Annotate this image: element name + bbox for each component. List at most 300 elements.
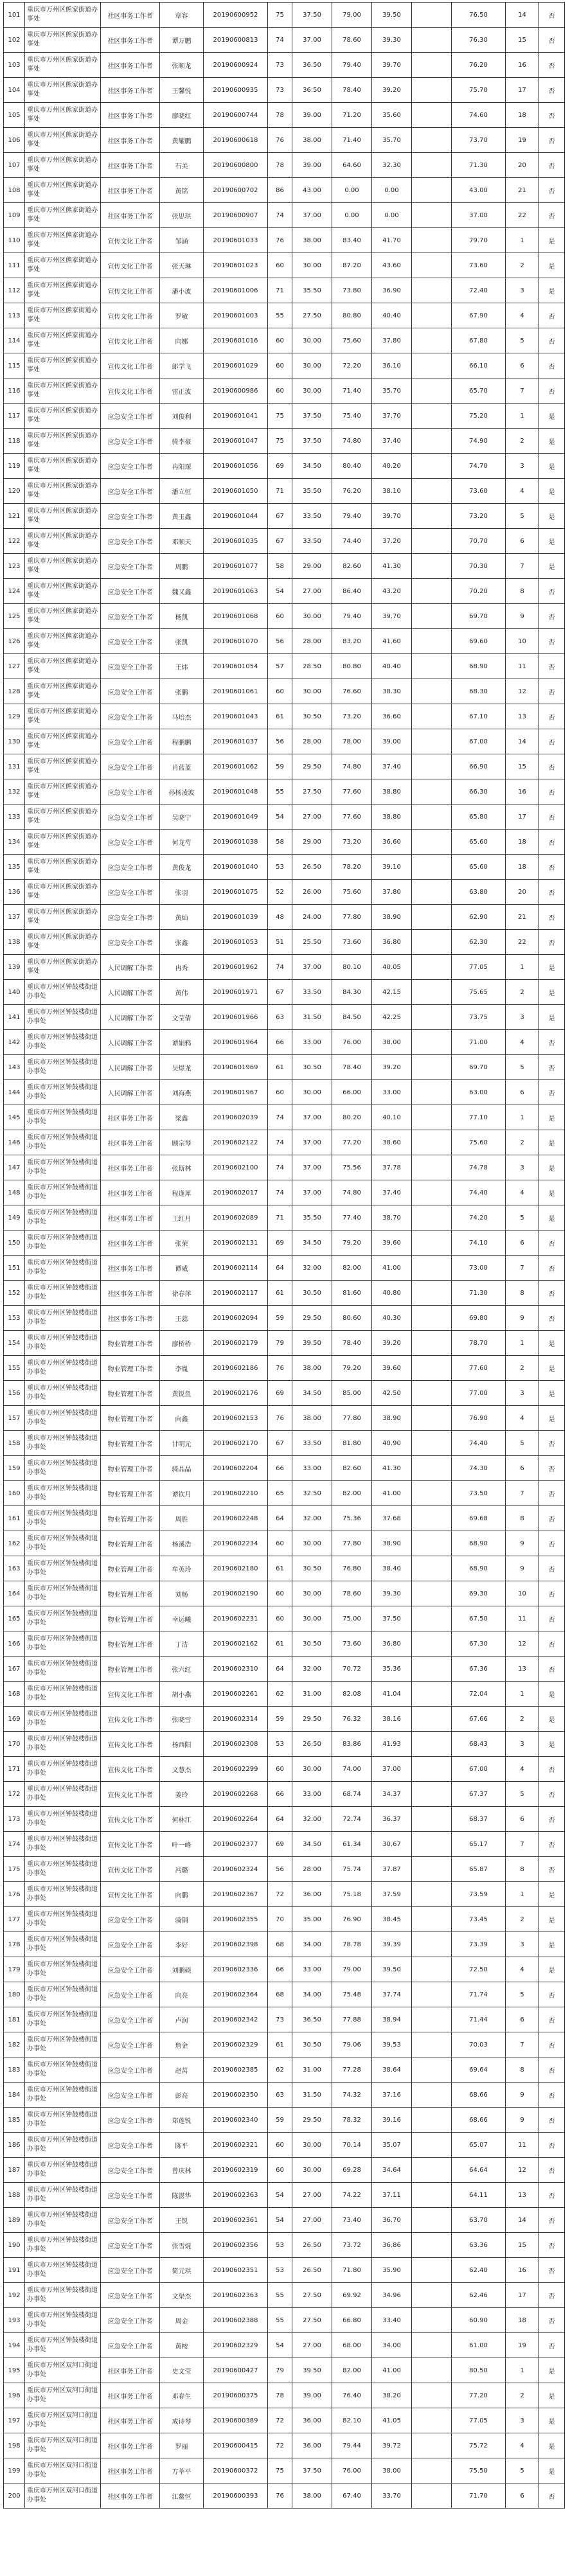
cell-exam: 20190601971	[204, 980, 268, 1005]
cell-blank	[412, 729, 452, 754]
cell-check: 否	[539, 754, 565, 779]
cell-no: 147	[4, 1155, 25, 1180]
cell-rank: 13	[506, 704, 539, 729]
cell-exam: 20190601039	[204, 905, 268, 930]
cell-total: 75.65	[452, 980, 506, 1005]
cell-no: 171	[4, 1757, 25, 1782]
cell-name: 文渠杰	[160, 2283, 204, 2308]
cell-written: 59	[268, 1707, 292, 1732]
cell-no: 180	[4, 1982, 25, 2007]
cell-total: 73.60	[452, 253, 506, 278]
cell-name: 胡小燕	[160, 1682, 204, 1707]
cell-pos: 应急安全工作者	[101, 1932, 160, 1957]
cell-written: 59	[268, 1306, 292, 1331]
cell-org: 重庆市万州区钟鼓楼街道办事处	[25, 1707, 101, 1732]
cell-interview: 73.20	[332, 830, 372, 855]
cell-total: 73.45	[452, 1907, 506, 1932]
cell-no: 164	[4, 1581, 25, 1606]
cell-name: 邓顺天	[160, 529, 204, 554]
cell-interview-w: 39.60	[372, 1230, 412, 1256]
cell-name: 肖蓝蓝	[160, 754, 204, 779]
cell-org: 重庆市万州区钟鼓楼街道办事处	[25, 2333, 101, 2358]
cell-interview: 76.32	[332, 1707, 372, 1732]
table-row	[4, 1406, 565, 1431]
table-row	[4, 2208, 565, 2233]
cell-interview-w: 41.93	[372, 1732, 412, 1757]
cell-no: 126	[4, 629, 25, 654]
table-row	[4, 905, 565, 930]
cell-org: 重庆市万州区双河口街道办事处	[25, 2408, 101, 2433]
cell-no: 139	[4, 955, 25, 980]
cell-name: 廖桥桥	[160, 1331, 204, 1356]
table-row	[4, 128, 565, 153]
cell-interview-w: 43.60	[372, 253, 412, 278]
cell-pos: 应急安全工作者	[101, 504, 160, 529]
cell-written: 53	[268, 2258, 292, 2283]
cell-total: 67.90	[452, 303, 506, 328]
cell-no: 125	[4, 604, 25, 629]
cell-pos: 应急安全工作者	[101, 905, 160, 930]
cell-written-w: 37.50	[292, 2458, 332, 2483]
cell-blank	[412, 504, 452, 529]
cell-name: 幸运曦	[160, 1606, 204, 1631]
cell-interview-w: 38.80	[372, 804, 412, 830]
cell-no: 111	[4, 253, 25, 278]
cell-blank	[412, 1130, 452, 1155]
cell-name: 文慧杰	[160, 1757, 204, 1782]
cell-no: 167	[4, 1657, 25, 1682]
cell-interview: 71.40	[332, 128, 372, 153]
cell-check: 否	[539, 679, 565, 704]
cell-exam: 20190602321	[204, 2133, 268, 2158]
cell-interview-w: 39.70	[372, 53, 412, 78]
cell-blank	[412, 1431, 452, 1456]
cell-pos: 社区事务工作者	[101, 2483, 160, 2509]
cell-blank	[412, 1657, 452, 1682]
cell-pos: 应急安全工作者	[101, 2258, 160, 2283]
cell-total: 76.20	[452, 53, 506, 78]
cell-blank	[412, 1857, 452, 1882]
cell-total: 76.90	[452, 1406, 506, 1431]
cell-interview-w: 39.16	[372, 2108, 412, 2133]
table-row	[4, 1782, 565, 1807]
cell-check: 否	[539, 1281, 565, 1306]
cell-no: 117	[4, 404, 25, 429]
cell-org: 重庆市万州区熊家街道办事处	[25, 479, 101, 504]
cell-total: 74.90	[452, 429, 506, 454]
cell-name: 张羽	[160, 880, 204, 905]
cell-pos: 物业管理工作者	[101, 1581, 160, 1606]
cell-interview: 77.80	[332, 905, 372, 930]
cell-name: 向鹏	[160, 1882, 204, 1907]
cell-total: 68.66	[452, 2083, 506, 2108]
cell-rank: 7	[506, 2032, 539, 2057]
table-row	[4, 1230, 565, 1256]
cell-total: 78.70	[452, 1331, 506, 1356]
cell-exam: 20190601062	[204, 754, 268, 779]
cell-interview: 80.20	[332, 1105, 372, 1130]
cell-interview: 80.80	[332, 303, 372, 328]
cell-no: 116	[4, 378, 25, 404]
cell-total: 77.60	[452, 1356, 506, 1381]
cell-written-w: 34.00	[292, 1982, 332, 2007]
cell-interview: 68.74	[332, 1782, 372, 1807]
cell-total: 79.70	[452, 228, 506, 253]
table-row	[4, 955, 565, 980]
cell-blank	[412, 1481, 452, 1506]
cell-pos: 应急安全工作者	[101, 2007, 160, 2032]
table-row	[4, 2433, 565, 2458]
cell-interview: 84.50	[332, 1005, 372, 1030]
cell-total: 69.60	[452, 629, 506, 654]
cell-rank: 19	[506, 2333, 539, 2358]
cell-written-w: 39.00	[292, 103, 332, 128]
cell-rank: 5	[506, 328, 539, 353]
cell-check: 否	[539, 1230, 565, 1256]
cell-exam: 20190601967	[204, 1080, 268, 1105]
cell-no: 108	[4, 178, 25, 203]
cell-check: 是	[539, 404, 565, 429]
cell-blank	[412, 804, 452, 830]
cell-total: 60.90	[452, 2308, 506, 2333]
cell-name: 黄俊龙	[160, 855, 204, 880]
cell-exam: 20190601003	[204, 303, 268, 328]
cell-name: 王蕊	[160, 1306, 204, 1331]
table-row	[4, 1907, 565, 1932]
cell-written: 78	[268, 103, 292, 128]
cell-written-w: 30.00	[292, 679, 332, 704]
cell-check: 否	[539, 1982, 565, 2007]
cell-total: 68.90	[452, 1556, 506, 1581]
cell-name: 骑李豪	[160, 429, 204, 454]
cell-check: 否	[539, 1055, 565, 1080]
table-row	[4, 1055, 565, 1080]
cell-exam: 20190602153	[204, 1406, 268, 1431]
cell-org: 重庆市万州区钟鼓楼街道办事处	[25, 2283, 101, 2308]
cell-interview-w: 37.80	[372, 880, 412, 905]
cell-blank	[412, 1205, 452, 1230]
cell-rank: 8	[506, 579, 539, 604]
cell-pos: 人民调解工作者	[101, 1005, 160, 1030]
cell-rank: 4	[506, 1957, 539, 1982]
cell-written-w: 25.50	[292, 930, 332, 955]
cell-org: 重庆市万州区熊家街道办事处	[25, 804, 101, 830]
cell-name: 张晓雪	[160, 1707, 204, 1732]
cell-blank	[412, 1256, 452, 1281]
cell-exam: 20190602117	[204, 1281, 268, 1306]
cell-interview-w: 41.30	[372, 554, 412, 579]
cell-interview: 75.48	[332, 1982, 372, 2007]
cell-blank	[412, 2183, 452, 2208]
cell-written-w: 32.00	[292, 1657, 332, 1682]
cell-org: 重庆市万州区钟鼓楼街道办事处	[25, 1130, 101, 1155]
cell-org: 重庆市万州区钟鼓楼街道办事处	[25, 980, 101, 1005]
cell-written-w: 27.50	[292, 2283, 332, 2308]
cell-interview: 73.60	[332, 930, 372, 955]
cell-blank	[412, 1331, 452, 1356]
cell-exam: 20190602210	[204, 1481, 268, 1506]
cell-no: 106	[4, 128, 25, 153]
cell-pos: 应急安全工作者	[101, 880, 160, 905]
cell-check: 否	[539, 629, 565, 654]
cell-org: 重庆市万州区钟鼓楼街道办事处	[25, 1030, 101, 1055]
cell-total: 72.50	[452, 1957, 506, 1982]
cell-blank	[412, 654, 452, 679]
cell-written: 69	[268, 454, 292, 479]
cell-org: 重庆市万州区钟鼓楼街道办事处	[25, 1882, 101, 1907]
cell-no: 134	[4, 830, 25, 855]
table-row	[4, 28, 565, 53]
cell-rank: 6	[506, 1230, 539, 1256]
cell-interview: 77.80	[332, 1406, 372, 1431]
cell-check: 否	[539, 2083, 565, 2108]
cell-pos: 社区事务工作者	[101, 28, 160, 53]
cell-name: 顾宗琴	[160, 1130, 204, 1155]
cell-no: 177	[4, 1907, 25, 1932]
cell-total: 73.39	[452, 1932, 506, 1957]
table-row	[4, 2133, 565, 2158]
cell-pos: 应急安全工作者	[101, 2108, 160, 2133]
cell-name: 刘海燕	[160, 1080, 204, 1105]
cell-org: 重庆市万州区熊家街道办事处	[25, 579, 101, 604]
cell-total: 75.20	[452, 404, 506, 429]
cell-no: 188	[4, 2183, 25, 2208]
table-row	[4, 1030, 565, 1055]
cell-rank: 4	[506, 2433, 539, 2458]
table-row	[4, 2007, 565, 2032]
cell-pos: 社区事务工作者	[101, 2408, 160, 2433]
cell-org: 重庆市万州区钟鼓楼街道办事处	[25, 1606, 101, 1631]
cell-no: 105	[4, 103, 25, 128]
cell-check: 否	[539, 153, 565, 178]
cell-no: 149	[4, 1205, 25, 1230]
table-row	[4, 1481, 565, 1506]
cell-written-w: 30.50	[292, 1281, 332, 1306]
cell-no: 103	[4, 53, 25, 78]
cell-name: 张思琪	[160, 203, 204, 228]
cell-exam: 20190602377	[204, 1832, 268, 1857]
cell-rank: 5	[506, 1782, 539, 1807]
cell-check: 否	[539, 1080, 565, 1105]
cell-rank: 7	[506, 554, 539, 579]
cell-total: 68.66	[452, 2108, 506, 2133]
cell-check: 是	[539, 1957, 565, 1982]
cell-pos: 人民调解工作者	[101, 1080, 160, 1105]
cell-written-w: 30.00	[292, 1606, 332, 1631]
cell-written: 86	[268, 178, 292, 203]
cell-written-w: 37.50	[292, 3, 332, 28]
cell-blank	[412, 629, 452, 654]
cell-total: 63.36	[452, 2233, 506, 2258]
cell-org: 重庆市万州区钟鼓楼街道办事处	[25, 1306, 101, 1331]
cell-pos: 应急安全工作者	[101, 2233, 160, 2258]
cell-written-w: 30.00	[292, 353, 332, 378]
table-row	[4, 629, 565, 654]
cell-total: 62.40	[452, 2258, 506, 2283]
cell-org: 重庆市万州区钟鼓楼街道办事处	[25, 1732, 101, 1757]
cell-written: 61	[268, 704, 292, 729]
cell-org: 重庆市万州区钟鼓楼街道办事处	[25, 2258, 101, 2283]
cell-written-w: 33.50	[292, 504, 332, 529]
table-row	[4, 1606, 565, 1631]
cell-rank: 10	[506, 629, 539, 654]
table-row	[4, 1807, 565, 1832]
cell-name: 陈湛华	[160, 2183, 204, 2208]
cell-written-w: 37.00	[292, 1105, 332, 1130]
cell-written: 59	[268, 754, 292, 779]
cell-org: 重庆市万州区钟鼓楼街道办事处	[25, 2308, 101, 2333]
cell-pos: 宣传文化工作者	[101, 1882, 160, 1907]
cell-check: 否	[539, 2208, 565, 2233]
table-row	[4, 2333, 565, 2358]
cell-rank: 5	[506, 1055, 539, 1080]
cell-pos: 宣传文化工作者	[101, 253, 160, 278]
cell-name: 张斯林	[160, 1155, 204, 1180]
cell-written-w: 29.50	[292, 2108, 332, 2133]
cell-check: 否	[539, 579, 565, 604]
cell-pos: 社区事务工作者	[101, 1130, 160, 1155]
cell-blank	[412, 1707, 452, 1732]
cell-no: 151	[4, 1256, 25, 1281]
cell-interview: 78.32	[332, 2108, 372, 2133]
cell-written-w: 32.00	[292, 1256, 332, 1281]
cell-exam: 20190602319	[204, 2158, 268, 2183]
cell-pos: 应急安全工作者	[101, 2308, 160, 2333]
cell-check: 否	[539, 1456, 565, 1481]
cell-exam: 20190602234	[204, 1531, 268, 1556]
cell-exam: 20190600415	[204, 2433, 268, 2458]
cell-name: 黄锐鱼	[160, 1381, 204, 1406]
cell-pos: 应急安全工作者	[101, 2133, 160, 2158]
cell-pos: 社区事务工作者	[101, 1306, 160, 1331]
cell-no: 145	[4, 1105, 25, 1130]
cell-interview-w: 42.25	[372, 1005, 412, 1030]
cell-rank: 3	[506, 1005, 539, 1030]
cell-written-w: 32.50	[292, 1481, 332, 1506]
table-row	[4, 2283, 565, 2308]
cell-interview: 79.20	[332, 1230, 372, 1256]
cell-org: 重庆市万州区钟鼓楼街道办事处	[25, 1481, 101, 1506]
cell-rank: 6	[506, 1080, 539, 1105]
cell-rank: 12	[506, 2158, 539, 2183]
cell-total: 62.90	[452, 905, 506, 930]
cell-name: 杨凯	[160, 604, 204, 629]
cell-rank: 11	[506, 2133, 539, 2158]
cell-written-w: 27.50	[292, 2308, 332, 2333]
cell-written: 60	[268, 1757, 292, 1782]
cell-blank	[412, 880, 452, 905]
cell-no: 187	[4, 2158, 25, 2183]
cell-pos: 社区事务工作者	[101, 1105, 160, 1130]
cell-interview: 72.20	[332, 353, 372, 378]
table-row	[4, 830, 565, 855]
cell-interview: 79.40	[332, 604, 372, 629]
cell-total: 77.20	[452, 2383, 506, 2408]
cell-blank	[412, 2308, 452, 2333]
cell-check: 否	[539, 930, 565, 955]
cell-no: 118	[4, 429, 25, 454]
cell-exam: 20190602363	[204, 2183, 268, 2208]
cell-written: 53	[268, 1732, 292, 1757]
cell-no: 119	[4, 454, 25, 479]
cell-interview: 80.40	[332, 454, 372, 479]
cell-rank: 16	[506, 779, 539, 804]
cell-total: 37.00	[452, 203, 506, 228]
table-row	[4, 1832, 565, 1857]
cell-pos: 应急安全工作者	[101, 1982, 160, 2007]
table-row	[4, 1882, 565, 1907]
cell-total: 77.10	[452, 1105, 506, 1130]
cell-interview-w: 38.30	[372, 679, 412, 704]
cell-check: 否	[539, 905, 565, 930]
table-row	[4, 1306, 565, 1331]
cell-blank	[412, 1456, 452, 1481]
cell-written-w: 28.00	[292, 729, 332, 754]
table-row	[4, 1556, 565, 1581]
cell-name: 骑钢	[160, 1907, 204, 1932]
cell-interview-w: 40.20	[372, 454, 412, 479]
cell-total: 66.30	[452, 779, 506, 804]
cell-written-w: 28.50	[292, 654, 332, 679]
cell-org: 重庆市万州区熊家街道办事处	[25, 629, 101, 654]
cell-check: 否	[539, 604, 565, 629]
cell-blank	[412, 203, 452, 228]
cell-total: 74.20	[452, 1205, 506, 1230]
cell-interview-w: 37.40	[372, 754, 412, 779]
cell-interview: 78.00	[332, 729, 372, 754]
cell-interview: 76.40	[332, 2383, 372, 2408]
cell-rank: 10	[506, 1581, 539, 1606]
cell-check: 是	[539, 1155, 565, 1180]
cell-total: 75.50	[452, 2458, 506, 2483]
cell-check: 是	[539, 504, 565, 529]
cell-written-w: 27.50	[292, 779, 332, 804]
cell-written-w: 36.00	[292, 2408, 332, 2433]
cell-written-w: 29.00	[292, 554, 332, 579]
cell-no: 141	[4, 1005, 25, 1030]
cell-blank	[412, 1080, 452, 1105]
cell-written-w: 39.50	[292, 2358, 332, 2383]
cell-interview: 83.86	[332, 1732, 372, 1757]
cell-check: 否	[539, 2333, 565, 2358]
cell-exam: 20190602100	[204, 1155, 268, 1180]
cell-check: 是	[539, 1406, 565, 1431]
cell-no: 114	[4, 328, 25, 353]
cell-total: 71.70	[452, 2483, 506, 2509]
cell-interview-w: 36.37	[372, 1807, 412, 1832]
cell-pos: 应急安全工作者	[101, 2158, 160, 2183]
cell-check: 否	[539, 103, 565, 128]
cell-written-w: 34.50	[292, 454, 332, 479]
cell-org: 重庆市万州区熊家街道办事处	[25, 353, 101, 378]
cell-total: 65.87	[452, 1857, 506, 1882]
cell-exam: 20190601029	[204, 353, 268, 378]
cell-interview-w: 33.40	[372, 2308, 412, 2333]
cell-interview-w: 37.00	[372, 1757, 412, 1782]
cell-interview: 70.72	[332, 1657, 372, 1682]
cell-pos: 社区事务工作者	[101, 203, 160, 228]
table-row	[4, 1155, 565, 1180]
cell-rank: 21	[506, 178, 539, 203]
cell-org: 重庆市万州区熊家街道办事处	[25, 729, 101, 754]
cell-written-w: 29.50	[292, 754, 332, 779]
cell-check: 否	[539, 2183, 565, 2208]
table-row	[4, 1857, 565, 1882]
cell-name: 罗丽	[160, 2433, 204, 2458]
cell-written: 66	[268, 1030, 292, 1055]
cell-total: 71.30	[452, 153, 506, 178]
cell-written-w: 30.50	[292, 1556, 332, 1581]
